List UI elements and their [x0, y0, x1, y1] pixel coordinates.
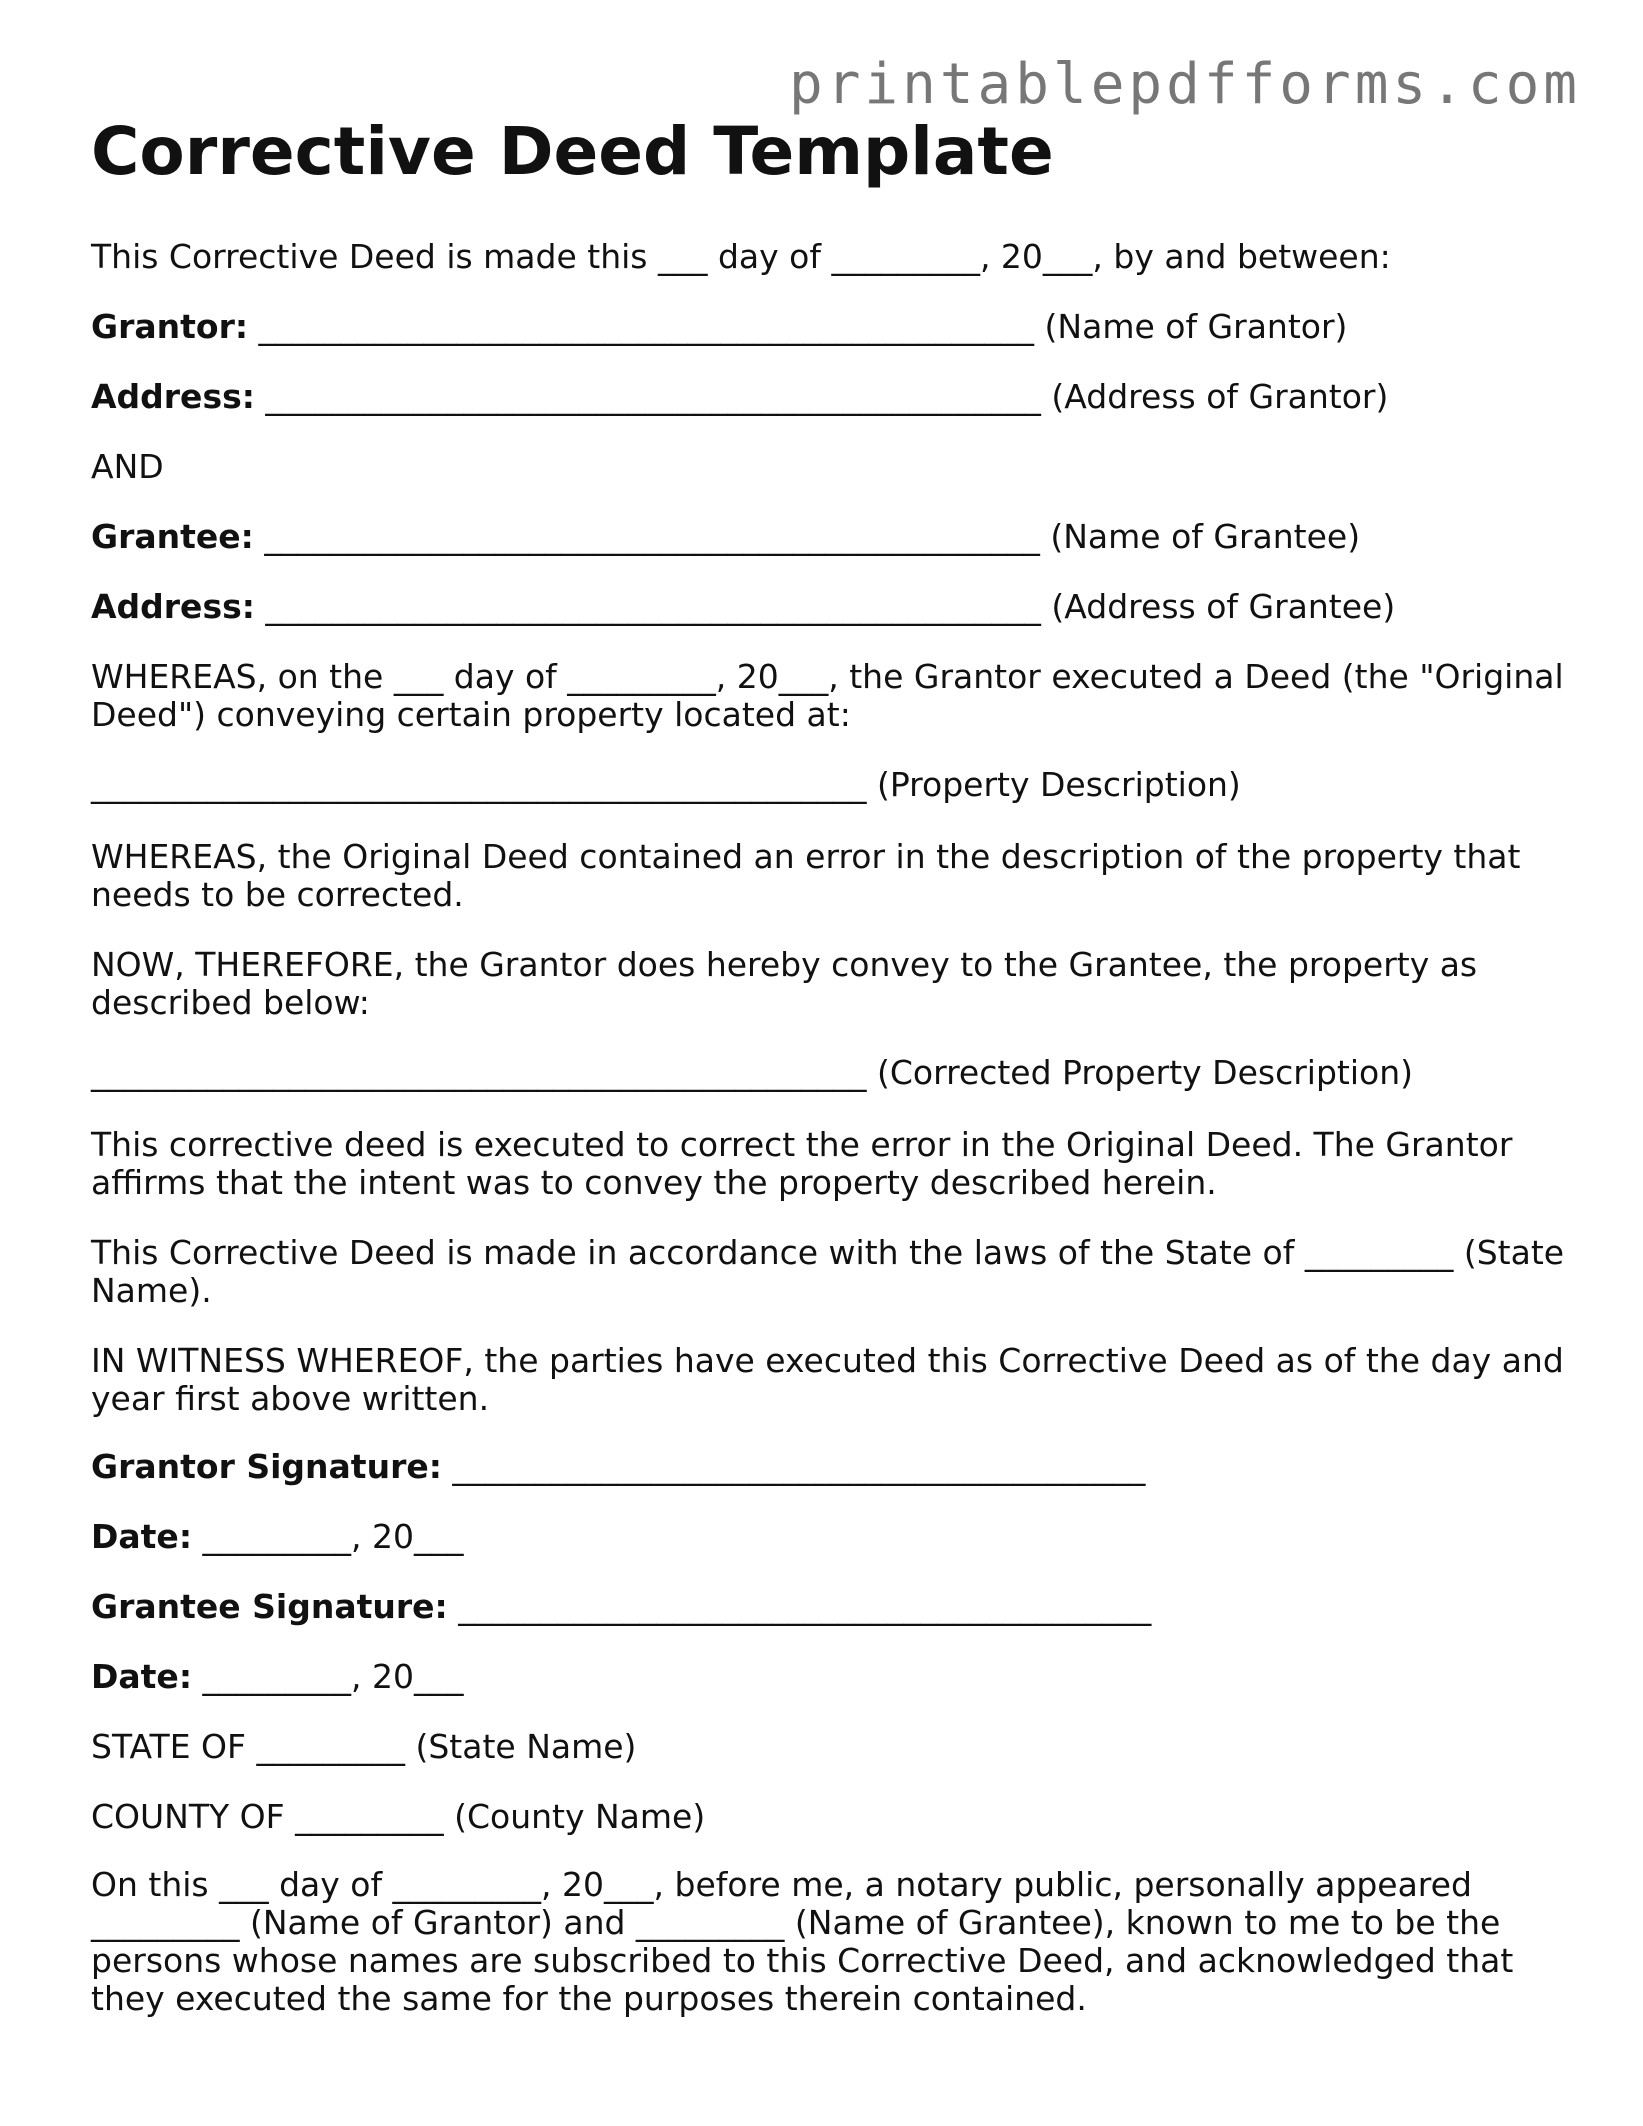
intro-text: This Corrective Deed is made this ___ day of _________, 20___, by and between: [91, 237, 1391, 276]
grantor-date-field: _________, 20___ [202, 1517, 464, 1556]
state-of-line: STATE OF _________ (State Name) [91, 1727, 637, 1766]
property-description-line: _______________________________________________ (Property Description) [91, 765, 1241, 804]
grantee-date-field: _________, 20___ [202, 1657, 464, 1696]
grantee-signature-label: Grantee Signature: [91, 1587, 448, 1626]
grantee-address-label: Address: [91, 587, 255, 626]
grantee-label: Grantee: [91, 517, 254, 556]
notary-acknowledgment: On this ___ day of _________, 20___, before me, a notary public, personally appeared _________ (Name of Grantor) and _________ (Name of Grantee), known to me to be the persons whose names are subscribed to this Corrective Deed, and acknowledged that they executed the same for the purposes therein contained. [91, 1865, 1514, 2018]
whereas-original-deed: WHEREAS, on the ___ day of _________, 20___, the Grantor executed a Deed (the "Original Deed") conveying certain property located at: [91, 657, 1564, 734]
grantee-address-line [91, 588, 1395, 626]
grantee-signature-line [91, 1588, 1151, 1626]
grantor-signature-field: __________________________________________ [452, 1447, 1146, 1486]
grantor-address-field: _______________________________________________ (Address of Grantor) [265, 377, 1389, 416]
whereas-error: WHEREAS, the Original Deed contained an error in the description of the property that needs to be corrected. [91, 837, 1521, 914]
grantee-address-field: _______________________________________________ (Address of Grantee) [265, 587, 1396, 626]
witness-clause: IN WITNESS WHEREOF, the parties have executed this Corrective Deed as of the day and year first above written. [91, 1341, 1564, 1418]
county-of-line: COUNTY OF _________ (County Name) [91, 1797, 706, 1836]
grantee-signature-field: __________________________________________ [458, 1587, 1152, 1626]
grantor-signature-label: Grantor Signature: [91, 1447, 442, 1486]
grantee-date-line [91, 1658, 464, 1696]
grantee-line [91, 518, 1360, 556]
grantor-date-line [91, 1518, 464, 1556]
grantor-date-label: Date: [91, 1517, 193, 1556]
corrected-description-line: _______________________________________________ (Corrected Property Description) [91, 1053, 1413, 1092]
grantor-line [91, 308, 1347, 346]
and-text: AND [91, 447, 164, 486]
grantor-signature-line [91, 1448, 1145, 1486]
grantor-address-label: Address: [91, 377, 255, 416]
grantee-field: _______________________________________________ (Name of Grantee) [264, 517, 1361, 556]
governing-laws: This Corrective Deed is made in accordance with the laws of the State of _________ (State Name). [91, 1233, 1565, 1310]
grantor-label: Grantor: [91, 307, 249, 346]
grantor-field: _______________________________________________ (Name of Grantor) [258, 307, 1348, 346]
grantee-date-label: Date: [91, 1657, 193, 1696]
page-title: Corrective Deed Template [91, 113, 1054, 190]
grantor-address-line [91, 378, 1388, 416]
now-therefore: NOW, THEREFORE, the Grantor does hereby convey to the Grantee, the property as described below: [91, 945, 1478, 1022]
corrective-purpose: This corrective deed is executed to correct the error in the Original Deed. The Grantor affirms that the intent was to convey the property described herein. [91, 1125, 1513, 1202]
watermark: printablepdfforms.com [788, 52, 1581, 117]
